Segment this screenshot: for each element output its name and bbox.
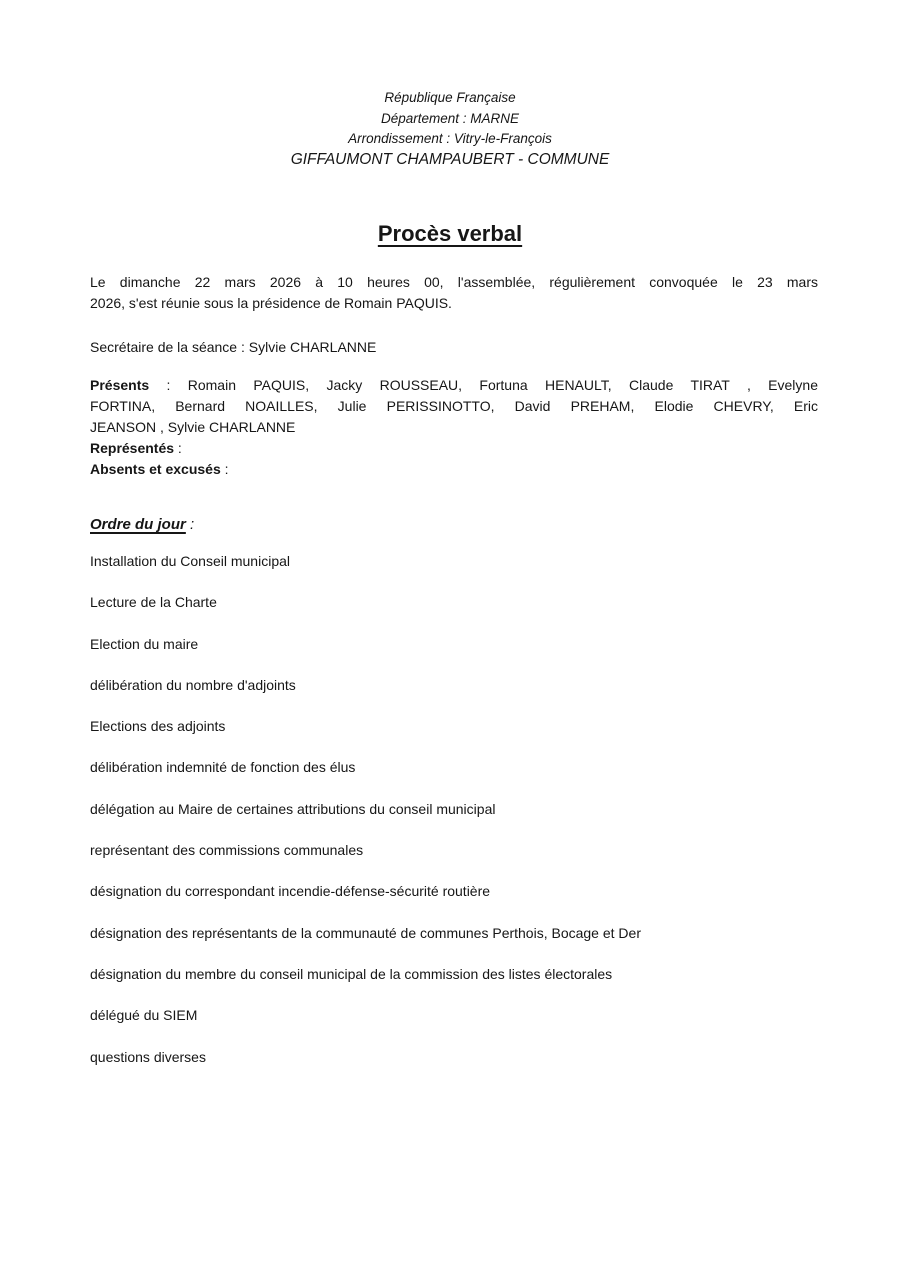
agenda-heading-colon: : xyxy=(185,516,195,533)
intro-line-2: 2026, s'est réunie sous la présidence de Romain PAQUIS. xyxy=(90,294,452,311)
agenda-item: Election du maire xyxy=(90,635,199,652)
agenda-heading xyxy=(90,514,818,536)
letterhead-line-republique: République Française xyxy=(384,90,516,105)
agenda-item: questions diverses xyxy=(90,1048,206,1065)
agenda-list xyxy=(90,551,818,1088)
agenda-item: délibération indemnité de fonction des élus xyxy=(90,759,356,776)
secretary-line: Secrétaire de la séance : Sylvie CHARLANNE xyxy=(90,339,377,355)
agenda-item: Installation du Conseil municipal xyxy=(90,553,290,569)
absent-colon: : xyxy=(220,460,229,477)
represented-label: Représentés xyxy=(90,439,175,456)
agenda-item: délégation au Maire de certaines attributions du conseil municipal xyxy=(90,800,496,817)
agenda-item: désignation du correspondant incendie-défense-sécurité routière xyxy=(90,883,491,900)
agenda-item: Lecture de la Charte xyxy=(90,594,217,611)
letterhead-line-arrondissement: Arrondissement : Vitry-le-François xyxy=(348,131,552,146)
absent-label: Absents et excusés xyxy=(90,460,221,477)
absent-line xyxy=(90,459,818,480)
agenda-item: désignation du membre du conseil municipal de la commission des listes électorales xyxy=(90,965,613,982)
presents-line-3: JEANSON , Sylvie CHARLANNE xyxy=(90,418,296,435)
agenda-item: représentant des commissions communales xyxy=(90,842,364,859)
intro-line-1: Le dimanche 22 mars 2026 à 10 heures 00, l'assemblée, régulièrement convoquée le 23 mars xyxy=(90,274,818,290)
document-title: Procès verbal xyxy=(377,221,523,246)
agenda-item: délégué du SIEM xyxy=(90,1007,198,1024)
presents-line-1 xyxy=(90,375,818,396)
presents-names-1: Romain PAQUIS, Jacky ROUSSEAU, Fortuna HENAULT, Claude TIRAT , Evelyne xyxy=(187,377,818,393)
intro-paragraph xyxy=(90,272,818,313)
agenda-item: Elections des adjoints xyxy=(90,718,226,735)
letterhead-line-commune: GIFFAUMONT CHAMPAUBERT - COMMUNE xyxy=(290,150,610,168)
letterhead-line-departement: Département : MARNE xyxy=(380,110,520,126)
represented-line xyxy=(90,438,818,459)
represented-colon: : xyxy=(174,439,182,456)
presents-separator: : xyxy=(149,377,188,393)
letterhead xyxy=(0,88,900,170)
presents-label: Présents xyxy=(90,377,150,393)
agenda-heading-text: Ordre du jour xyxy=(90,516,186,533)
agenda-item: désignation des représentants de la communauté de communes Perthois, Bocage et Der xyxy=(90,924,641,941)
agenda-item: délibération du nombre d'adjoints xyxy=(90,676,296,693)
presents-line-2: FORTINA, Bernard NOAILLES, Julie PERISSINOTTO, David PREHAM, Elodie CHEVRY, Eric xyxy=(90,397,818,414)
attendance-section xyxy=(90,375,818,480)
